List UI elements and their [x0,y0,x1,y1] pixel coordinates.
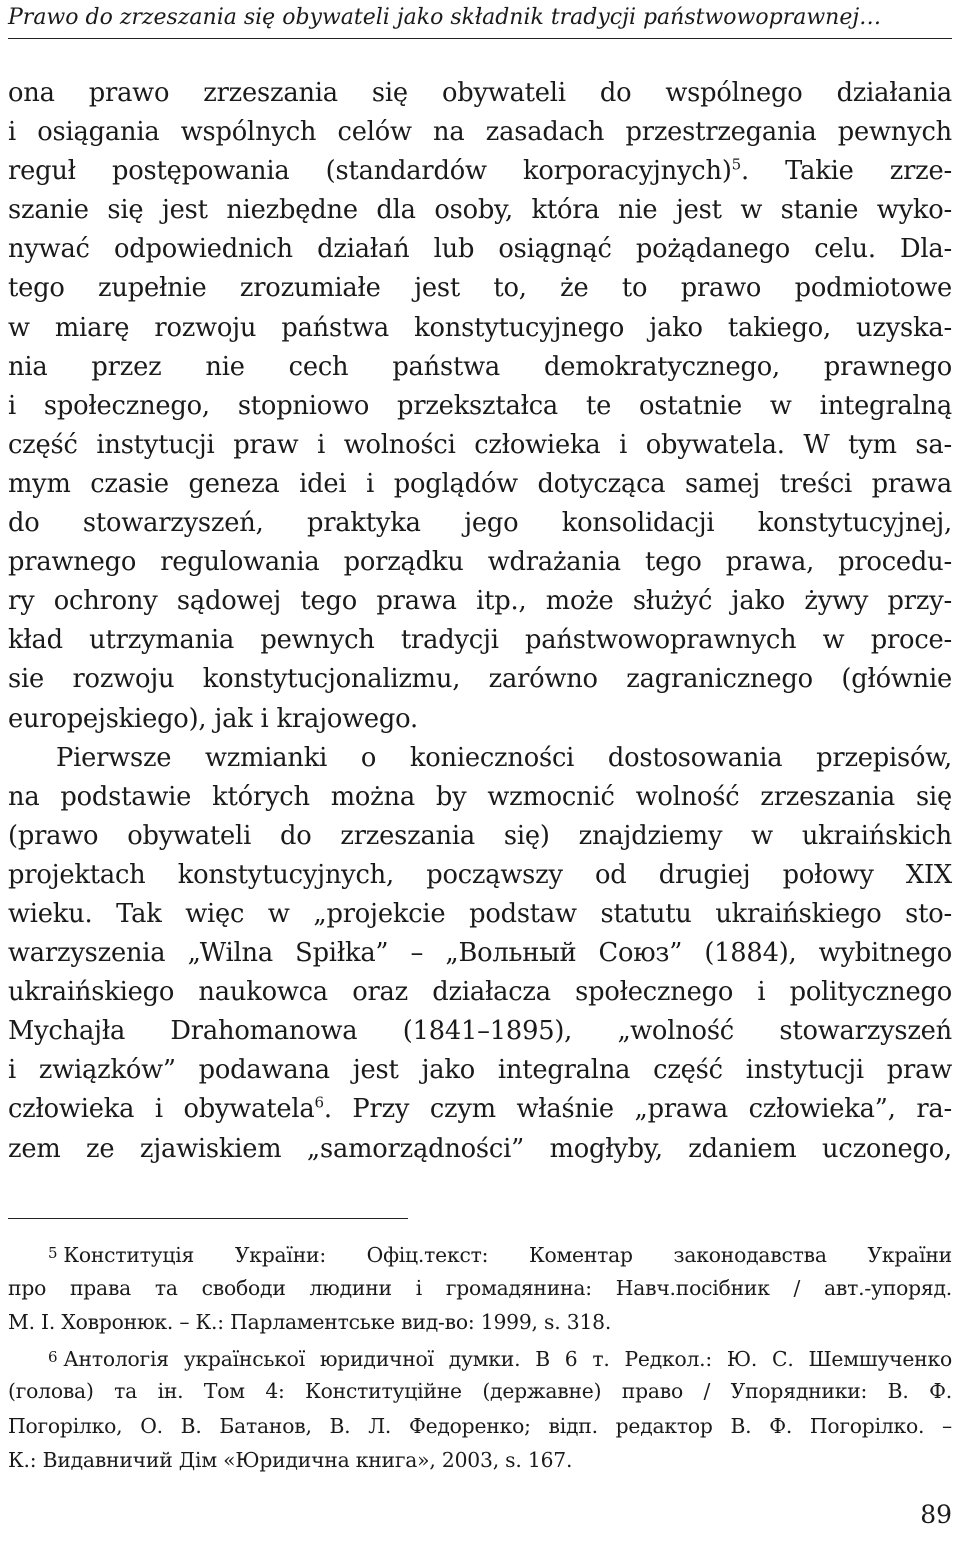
text-line: sie rozwoju konstytucjonalizmu, zarówno zagranicznego (głównie [8,664,952,695]
text-line: prawnego regulowania porządku wdrażania tego prawa, procedu- [8,547,952,578]
text-line: ry ochrony sądowej tego prawa itp., może służyć jako żywy przy- [8,586,952,617]
header-rule [8,38,952,39]
footnote-5 [8,1236,952,1340]
page-number: 89 [920,1500,952,1529]
paragraph-2 [8,739,952,1169]
text-line: warzyszenia „Wilna Spiłka” – „Вольный Союз” (1884), wybitnego [8,938,952,969]
footnote-line: Погорілко, О. В. Батанов, В. Л. Федоренко; відп. редактор В. Ф. Погорілко. – [8,1413,952,1438]
text-line: szanie się jest niezbędne dla osoby, która nie jest w stanie wyko- [8,195,952,226]
footnote-line: про права та свободи людини і громадянина: Навч.посібник / авт.-упоряд. [8,1275,952,1300]
text-line: nywać odpowiednich działań lub osiągnąć pożądanego celu. Dla- [8,234,952,265]
body-text [8,74,952,1169]
text-line: kład utrzymania pewnych tradycji państwowoprawnych w proce- [8,625,952,656]
footnote-rule [8,1218,408,1219]
footnote-line: К.: Видавничий Дім «Юридична книга», 2003, s. 167. [8,1448,573,1472]
text-line: i związków” podawana jest jako integralna część instytucji praw [8,1055,952,1086]
footnote-text: Антологія української юридичної думки. В 6 т. Редкол.: Ю. С. Шемшученко [63,1346,952,1371]
text-segment: . Takie zrze- [741,156,952,187]
text-line: Mychajła Drahomanowa (1841–1895), „wolność stowarzyszeń [8,1016,952,1047]
text-line: do stowarzyszeń, praktyka jego konsolidacji konstytucyjnej, [8,508,952,539]
text-line [8,152,952,191]
text-line: na podstawie których można by wzmocnić wolność zrzeszania się [8,781,952,812]
text-line: i społecznego, stopniowo przekształca te ostatnie w integralną [8,390,952,421]
text-line: wieku. Tak więc w „projekcie podstaw statutu ukraińskiego sto- [8,898,952,929]
text-segment: reguł postępowania (standardów korporacyjnych) [8,156,732,187]
text-line [8,1090,952,1129]
footnote-line: М. І. Ховронюк. – К.: Парламентське вид-во: 1999, s. 318. [8,1310,612,1334]
text-line: projektach konstytucyjnych, począwszy od drugiej połowy XIX [8,859,952,890]
text-line: mym czasie geneza idei i poglądów dotycząca samej treści prawa [8,468,952,499]
footnote-text: Конституція України: Офіц.текст: Коментар законодавства України [63,1243,952,1267]
footnote-ref-6[interactable]: 6 [314,1093,324,1112]
text-segment: człowieka i obywatela [8,1094,315,1125]
footnote-line [8,1236,952,1271]
text-line: zem ze zjawiskiem „samorządności” mogłyby, zdaniem uczonego, [8,1133,952,1164]
text-line: część instytucji praw i wolności człowieka i obywatela. W tym sa- [8,429,952,460]
footnote-6 [8,1340,952,1478]
paragraph-1 [8,74,952,739]
text-segment: . Przy czym właśnie „prawa człowieka”, ra- [323,1094,952,1125]
footnote-ref-5[interactable]: 5 [731,155,741,174]
text-line: europejskiego), jak i krajowego. [8,703,418,734]
running-header: Prawo do zrzeszania się obywateli jako składnik tradycji państwowoprawnej… [8,5,882,30]
footnote-line: (голова) та ін. Том 4: Конституційне (державне) право / Упорядники: В. Ф. [8,1379,952,1403]
footnote-line [8,1340,952,1375]
text-line: w miarę rozwoju państwa konstytucyjnego jako takiego, uzyska- [8,312,952,343]
footnote-number: 5 [48,1244,58,1262]
text-line: tego zupełnie zrozumiałe jest to, że to prawo podmiotowe [8,273,952,304]
footnote-number: 6 [48,1347,58,1366]
footnotes [8,1236,952,1478]
text-line: Pierwsze wzmianki o konieczności dostosowania przepisów, [56,742,952,773]
text-line: ukraińskiego naukowca oraz działacza społecznego i politycznego [8,977,952,1008]
text-line: i osiągania wspólnych celów na zasadach przestrzegania pewnych [8,117,952,148]
text-line: ona prawo zrzeszania się obywateli do wspólnego działania [8,78,952,108]
text-line: nia przez nie cech państwa demokratycznego, prawnego [8,351,952,382]
text-line: (prawo obywateli do zrzeszania się) znajdziemy w ukraińskich [8,820,952,851]
